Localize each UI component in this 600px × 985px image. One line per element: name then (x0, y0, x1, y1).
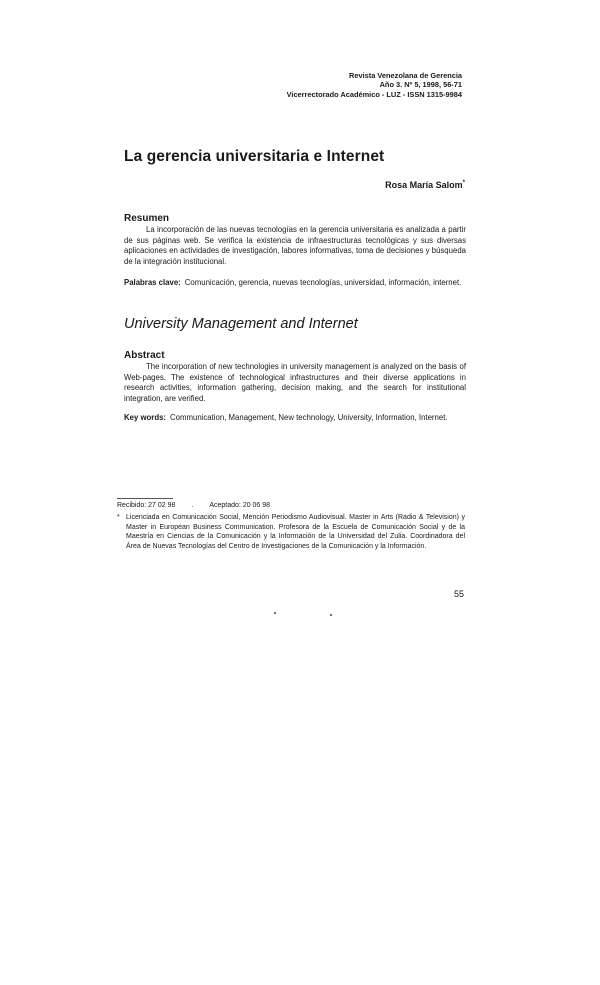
key-words-text: Communication, Management, New technology, University, Information, Internet. (170, 413, 448, 422)
author-footnote-mark: * (462, 180, 465, 186)
palabras-clave-label: Palabras clave: (124, 278, 181, 287)
abstract-text: The incorporation of new technologies in university management is analyzed on the basis of Web-pages. The existence of technological infrastructures and their diverse applications in research activities, information gathering, decision making, and the search for institutional integration, are verified. (124, 362, 466, 403)
journal-issue: Año 3. Nº 5, 1998, 56-71 (379, 80, 462, 90)
palabras-clave-text: Comunicación, gerencia, nuevas tecnologías, universidad, información, internet. (184, 278, 462, 287)
footnote-rule (117, 498, 173, 499)
accepted-date: Aceptado: 20 06 98 (209, 502, 271, 509)
scan-speck (274, 612, 276, 614)
journal-publisher: Vicerrectorado Académico - LUZ - ISSN 1315-9984 (286, 89, 462, 99)
article-title: La gerencia universitaria e Internet (124, 148, 385, 165)
author-name: Rosa María Salom (385, 180, 463, 190)
resumen-heading: Resumen (124, 213, 170, 224)
abstract-heading: Abstract (124, 350, 165, 361)
author (385, 180, 465, 190)
key-words-label: Key words: (124, 413, 167, 422)
journal-header (287, 71, 462, 99)
english-title: University Management and Internet (124, 316, 358, 332)
footnote-mark: * (117, 514, 120, 521)
palabras-clave (124, 278, 466, 289)
journal-name: Revista Venezolana de Gerencia (349, 71, 462, 80)
scan-speck (330, 614, 332, 616)
footnote-text: Licenciada en Comunicación Social, Mención Periodismo Audiovisual. Master in Arts (Radio & Television) y Master in European Business Communication. Profesora de la Escuela de Comunicación Social y de la Maestría en Ciencias de la Comunicación y la Información de la Universidad del Zulia. Coordinadora del Área de Nuevas Tecnologías del Centro de Investigaciones de la Comunicación y la Información. (126, 514, 465, 550)
dates-separator: . (191, 502, 194, 509)
author-footnote (117, 513, 465, 551)
submission-dates (117, 502, 270, 509)
page-number: 55 (454, 589, 465, 599)
received-date: Recibido: 27 02 98 (117, 502, 176, 509)
key-words (124, 413, 466, 424)
resumen-text: La incorporación de las nuevas tecnologías en la gerencia universitaria es analizada a partir de sus páginas web. Se verifica la existencia de infraestructuras tecnológicas y sus diversas aplicaciones en actividades de investigación, labores informativas, toma de decisiones y búsqueda de la integración institucional. (124, 225, 466, 266)
